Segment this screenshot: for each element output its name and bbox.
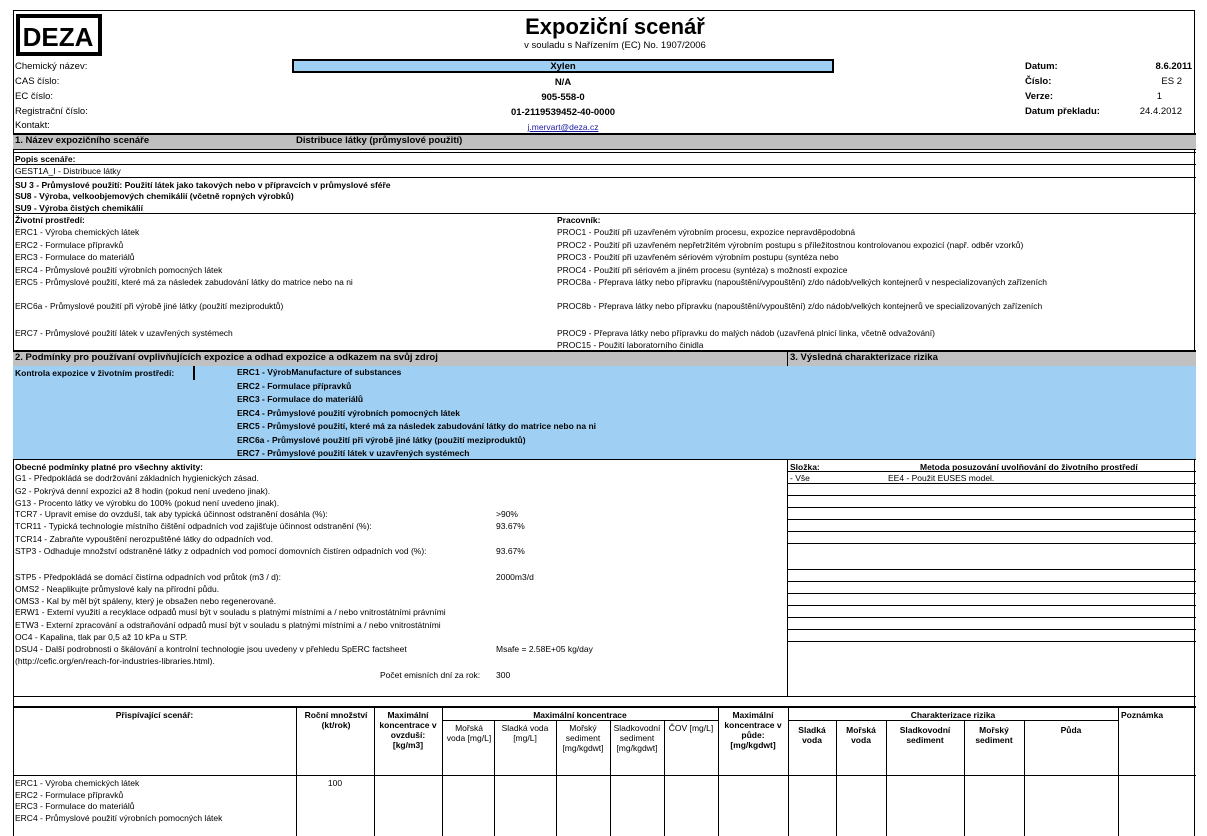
table-row-name: ERC4 - Průmyslové použití výrobních pomocných látek [15,813,223,823]
ec-label: EC číslo: [15,91,54,102]
erc-item: ERC7 - Průmyslové použití látek v uzavřených systémech [15,328,233,338]
col-annual: Roční množství (kt/rok) [304,710,368,730]
divider [788,720,1118,721]
number-label: Číslo: [1025,76,1052,87]
proc-item: PROC15 - Použití laboratorního činidla [557,340,704,350]
divider [494,721,495,836]
translation-date-value: 24.4.2012 [1139,106,1182,117]
col-sub-risk: Mořská voda [846,725,876,745]
su-item: SU9 - Výroba čistých chemikálií [15,203,144,213]
condition-text: G13 - Procento látky ve výrobku do 100% (pokud není uvedeno jinak). [15,498,280,508]
method-value: EE4 - Použit EUSES model. [888,473,995,483]
col-sub-risk: Sladkovodní sediment [899,725,951,745]
section3-heading: 3. Výsledná charakterizace rizika [790,352,938,363]
condition-text: TCR14 - Zabraňte vypouštění nerozpuštěné látky do odpadních vod. [15,534,273,544]
proc-item: PROC8a - Přeprava látky nebo přípravku (napouštění/vypouštění) z/do nádob/velkých kontejnerů v nespecializovaných zařízeních [557,277,1047,287]
divider [1024,721,1025,836]
proc-item: PROC9 - Přeprava látky nebo přípravku do malých nádob (uzavřená plnicí linka, včetně odvažování) [557,328,935,338]
condition-text: OC4 - Kapalina, tlak par 0,5 až 10 kPa u STP. [15,632,188,642]
chemical-name-value: Xylen [292,59,834,73]
compartment-label: Složka: [790,462,820,472]
divider [788,519,1196,520]
divider [193,366,195,380]
date-label: Datum: [1025,61,1058,72]
divider [788,495,1196,496]
col-max-air: Maximální koncentrace v ovzduší: [kg/m3] [379,710,437,750]
divider [556,721,557,836]
condition-value: 93.67% [496,521,525,531]
cas-value: N/A [554,77,572,88]
condition-text: ERW1 - Externí využití a recyklace odpadů musí být v souladu s platnými místními a / nebo vnitrostátními právními [15,607,446,617]
table-row-name: ERC2 - Formulace přípravků [15,790,124,800]
divider [13,706,1196,708]
compartment-value: - Vše [790,473,810,483]
control-item: ERC4 - Průmyslové použití výrobních pomocných látek [237,408,460,418]
divider [788,641,1196,642]
erc-item: ERC2 - Formulace přípravků [15,240,124,250]
divider [788,471,1196,472]
table-row-name: ERC3 - Formulace do materiálů [15,801,135,811]
divider [788,707,789,836]
divider [788,569,1196,570]
divider [788,605,1196,606]
col-contributing: Přispívající scenář: [115,710,194,720]
erc-item: ERC4 - Průmyslové použití výrobních pomocných látek [15,265,223,275]
su-item: SU 3 - Průmyslové použití: Použití látek jako takových nebo v přípravcích v průmyslové sféře [15,180,391,190]
condition-text: (http://cefic.org/en/reach-for-industries-libraries.html). [15,656,215,666]
env-label: Životní prostředí: [15,215,85,225]
proc-item: PROC8b - Přeprava látky nebo přípravku (napouštění/vypouštění) z/do nádob/velkých kontejnerů ve specializovaných zařízeních [557,301,1043,311]
method-label: Metoda posuzování uvolňování do životního prostředí [920,462,1138,472]
control-item: ERC6a - Průmyslové použití při výrobě jiné látky (použití meziproduktů) [237,435,526,445]
cas-label: CAS číslo: [15,76,60,87]
divider [718,707,719,836]
col-sub-risk: Sladká voda [798,725,826,745]
col-sub-conc: Mořská voda [mg/L] [446,723,492,743]
control-label: Kontrola expozice v životním prostředí: [15,368,175,378]
condition-text: TCR7 - Upravit emise do ovzduší, tak aby typická účinnost odstranění dosáhla (%): [15,509,328,519]
version-value: 1 [1156,91,1162,102]
control-item: ERC2 - Formulace přípravků [237,381,352,391]
condition-text: G1 - Předpokládá se dodržování základních hygienických zásad. [15,473,259,483]
col-sub-risk: Půda [1060,725,1082,735]
registration-label: Registrační číslo: [15,106,88,117]
table-row-annual: 100 [327,778,343,788]
emission-days-label: Počet emisních dní za rok: [380,670,481,680]
control-item: ERC7 - Průmyslové použití látek v uzavřených systémech [237,448,470,458]
col-sub-conc: Sladkovodní sediment [mg/kgdwt] [613,723,661,753]
condition-text: STP5 - Předpokládá se domácí čistírna odpadních vod průtok (m3 / d): [15,572,281,582]
condition-value: >90% [496,509,518,519]
version-label: Verze: [1025,91,1053,102]
condition-text: ETW3 - Externí zpracování a odstraňování odpadů musí být v souladu s platnými místními a / nebo vnitrostátními [15,620,441,630]
divider [664,721,665,836]
control-block [13,366,1196,460]
col-sub-conc: ČOV [mg/L] [668,723,714,733]
condition-value: 93.67% [496,546,525,556]
divider [836,721,837,836]
divider [788,531,1196,532]
divider [13,152,1196,153]
condition-value: 2000m3/d [496,572,534,582]
table-row-name: ERC1 - Výroba chemických látek [15,778,140,788]
svg-text:DEZA: DEZA [22,22,94,52]
divider [13,775,1196,776]
divider [788,483,1196,484]
divider [13,213,1196,214]
divider [788,593,1196,594]
gest-text: GEST1A_I - Distribuce látky [15,166,121,176]
condition-value: Msafe = 2.58E+05 kg/day [496,644,593,654]
general-label: Obecné podmínky platné pro všechny aktivity: [15,462,203,472]
col-max-conc: Maximální koncentrace [533,710,627,720]
col-sub-conc: Sladká voda [mg/L] [501,723,549,743]
condition-text: G2 - Pokrývá denní expozici až 8 hodin (pokud není uvedeno jinak). [15,486,271,496]
chemical-name-label: Chemický název: [15,61,88,72]
col-sub-risk: Mořský sediment [975,725,1013,745]
divider [374,707,375,836]
control-item: ERC5 - Průmyslové použití, které má za následek zabudování látky do matrice nebo na ni [237,421,596,431]
divider [788,617,1196,618]
translation-date-label: Datum překladu: [1025,106,1100,117]
ec-value: 905-558-0 [541,92,585,103]
divider [13,696,1196,697]
condition-text: STP3 - Odhaduje množství odstraněné látky z odpadních vod pomocí domovních čistíren odpadních vod (%): [15,546,427,556]
emission-days-value: 300 [496,670,511,680]
divider [788,581,1196,582]
popis-label: Popis scenáře: [15,154,76,164]
deza-logo [16,14,102,56]
col-sub-conc: Mořský sediment [mg/kgdwt] [562,723,604,753]
worker-label: Pracovník: [557,215,601,225]
divider [787,350,788,366]
divider [788,543,1196,544]
proc-item: PROC3 - Použití při uzavřeném sériovém výrobním postupu (syntéza nebo [557,252,839,262]
divider [788,629,1196,630]
divider [442,707,443,836]
section1-heading: 1. Název expozičního scenáře [15,135,150,146]
su-item: SU8 - Výroba, velkoobjemových chemikálií (včetně ropných výrobků) [15,191,294,201]
condition-text: OMS3 - Kal by měl být spáleny, který je obsažen nebo regenerované. [15,596,277,606]
registration-value: 01-2119539452-40-0000 [510,107,616,118]
section1-title: Distribuce látky (průmyslové použití) [296,135,463,146]
contact-link[interactable]: j.mervart@deza.cz [527,122,599,132]
date-value: 8.6.2011 [1155,61,1192,72]
divider [886,721,887,836]
col-max-soil: Maximální koncentrace v půde: [mg/kgdwt] [724,710,782,750]
proc-item: PROC4 - Použití při sériovém a jiném procesu (syntéza) s možností expozice [557,265,848,275]
divider [1118,707,1119,836]
divider [296,707,297,836]
divider [788,507,1196,508]
contact-label: Kontakt: [15,120,50,131]
proc-item: PROC1 - Použití při uzavřeném výrobním procesu, expozice nepravděpodobná [557,227,856,237]
col-risk: Charakterizace rizika [910,710,996,720]
number-value: ES 2 [1161,76,1182,87]
control-item: ERC1 - VýrobManufacture of substances [237,367,402,377]
page-title: Expoziční scenář [525,14,705,39]
page-subtitle: v souladu s Nařízením (EC) No. 1907/2006 [524,40,706,51]
erc-item: ERC6a - Průmyslové použití při výrobě jiné látky (použití meziproduktů) [15,301,284,311]
divider [13,164,1196,165]
condition-text: TCR11 - Typická technologie místního čištění odpadních vod zajišťuje účinnost odstranění (%): [15,521,372,531]
divider [964,721,965,836]
proc-item: PROC2 - Použití při uzavřeném nepřetržitém výrobním postupu s příležitostnou kontrolovanou expozicí (např. odběr vzorků) [557,240,1024,250]
divider [13,177,1196,178]
control-item: ERC3 - Formulace do materiálů [237,394,364,404]
erc-item: ERC1 - Výroba chemických látek [15,227,140,237]
erc-item: ERC3 - Formulace do materiálů [15,252,135,262]
condition-text: DSU4 - Další podrobnosti o škálování a kontrolní technologie jsou uvedeny v přehledu SpERC factsheet [15,644,407,654]
section2-heading: 2. Podmínky pro používaní ovplivňujících expozice a odhad expozice a odkazem na svůj zdroj [15,352,438,363]
erc-item: ERC5 - Průmyslové použití, které má za následek zabudování látky do matrice nebo na ni [15,277,353,287]
col-note: Poznámka [1121,710,1164,720]
section1-header [13,133,1196,150]
condition-text: OMS2 - Neaplikujte průmyslové kaly na přírodní půdu. [15,584,220,594]
divider [442,720,718,721]
